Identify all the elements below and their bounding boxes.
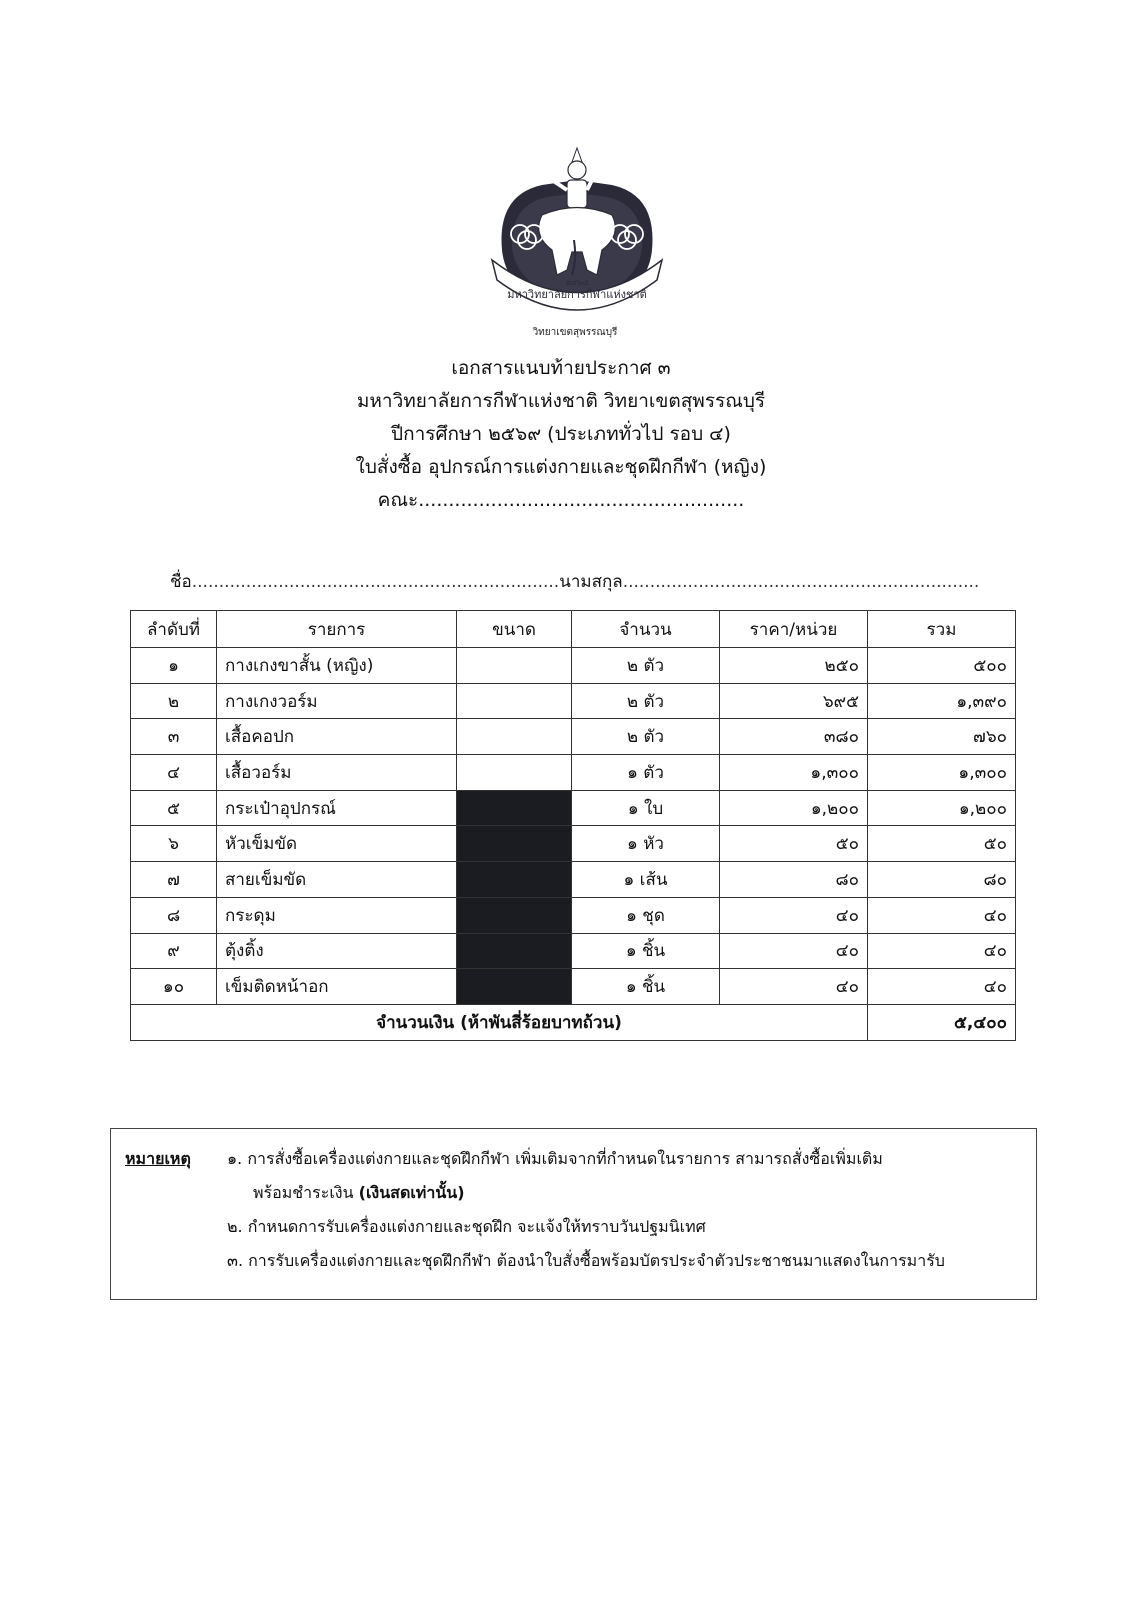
row-qty: ๒ ตัว	[572, 683, 720, 719]
row-price: ๔๐	[720, 897, 868, 933]
row-total: ๕๐	[868, 826, 1016, 862]
col-header-item: รายการ	[217, 611, 457, 648]
note-1-pay: พร้อมชำระเงิน	[253, 1183, 354, 1202]
row-total: ๘๐	[868, 862, 1016, 898]
table-row	[131, 862, 1016, 898]
row-no: ๙	[131, 933, 217, 969]
heading-line-5: คณะ......................................................	[377, 489, 745, 511]
row-size[interactable]	[457, 683, 572, 719]
row-price: ๖๙๕	[720, 683, 868, 719]
note-1-cont	[253, 1181, 465, 1206]
row-no: ๗	[131, 862, 217, 898]
col-header-total: รวม	[868, 611, 1016, 648]
row-item: กระดุม	[217, 897, 457, 933]
row-total: ๔๐	[868, 933, 1016, 969]
row-price: ๒๕๐	[720, 648, 868, 684]
col-header-no: ลำดับที่	[131, 611, 217, 648]
row-total: ๗๖๐	[868, 719, 1016, 755]
name-label: ชื่อ	[170, 572, 192, 592]
row-qty: ๑ ชิ้น	[572, 969, 720, 1005]
row-item: ตุ้งติ้ง	[217, 933, 457, 969]
row-qty: ๒ ตัว	[572, 719, 720, 755]
table-row	[131, 933, 1016, 969]
table-row	[131, 790, 1016, 826]
heading-line-1: เอกสารแนบท้ายประกาศ ๓	[451, 357, 671, 379]
total-row	[131, 1004, 1016, 1040]
total-label: จำนวนเงิน (ห้าพันสี่ร้อยบาทถ้วน)	[131, 1004, 868, 1040]
note-2: ๒. กำหนดการรับเครื่องแต่งกายและชุดฝึก จะแจ้งให้ทราบวันปฐมนิเทศ	[227, 1217, 706, 1236]
row-no: ๒	[131, 683, 217, 719]
row-size-blocked	[457, 969, 572, 1005]
row-price: ๔๐	[720, 933, 868, 969]
order-table	[130, 610, 1016, 1041]
row-item: กระเป๋าอุปกรณ์	[217, 790, 457, 826]
row-size[interactable]	[457, 648, 572, 684]
heading-line-2: มหาวิทยาลัยการกีฬาแห่งชาติ วิทยาเขตสุพรรณบุรี	[356, 390, 766, 412]
heading-line-4: ใบสั่งซื้อ อุปกรณ์การแต่งกายและชุดฝึกกีฬา (หญิง)	[355, 456, 767, 478]
row-qty: ๑ ตัว	[572, 755, 720, 791]
row-item: กางเกงขาสั้น (หญิง)	[217, 648, 457, 684]
row-no: ๑	[131, 648, 217, 684]
row-qty: ๑ ใบ	[572, 790, 720, 826]
row-price: ๑,๓๐๐	[720, 755, 868, 791]
col-header-size: ขนาด	[457, 611, 572, 648]
row-no: ๑๐	[131, 969, 217, 1005]
row-item: กางเกงวอร์ม	[217, 683, 457, 719]
surname-label: นามสกุล	[559, 572, 623, 592]
row-price: ๔๐	[720, 969, 868, 1005]
row-size-blocked	[457, 826, 572, 862]
row-no: ๕	[131, 790, 217, 826]
table-row	[131, 826, 1016, 862]
row-item: หัวเข็มขัด	[217, 826, 457, 862]
row-total: ๑,๒๐๐	[868, 790, 1016, 826]
row-price: ๕๐	[720, 826, 868, 862]
table-row	[131, 897, 1016, 933]
row-size-blocked	[457, 862, 572, 898]
row-qty: ๑ ชิ้น	[572, 933, 720, 969]
name-line	[170, 568, 979, 595]
row-no: ๘	[131, 897, 217, 933]
notes-box	[110, 1128, 1037, 1300]
row-total: ๑,๓๐๐	[868, 755, 1016, 791]
row-qty: ๑ เส้น	[572, 862, 720, 898]
row-no: ๖	[131, 826, 217, 862]
row-qty: ๒ ตัว	[572, 648, 720, 684]
col-header-price: ราคา/หน่วย	[720, 611, 868, 648]
row-total: ๕๐๐	[868, 648, 1016, 684]
row-item: เสื้อวอร์ม	[217, 755, 457, 791]
row-price: ๘๐	[720, 862, 868, 898]
col-header-qty: จำนวน	[572, 611, 720, 648]
row-qty: ๑ หัว	[572, 826, 720, 862]
row-size-blocked	[457, 933, 572, 969]
table-row	[131, 755, 1016, 791]
row-total: ๔๐	[868, 969, 1016, 1005]
row-no: ๔	[131, 755, 217, 791]
heading-line-3: ปีการศึกษา ๒๕๖๙ (ประเภททั่วไป รอบ ๔)	[391, 423, 731, 445]
note-1: ๑. การสั่งซื้อเครื่องแต่งกายและชุดฝึกกีฬา เพิ่มเติมจากที่กำหนดในรายการ สามารถสั่งซื้อเพิ่มเติม	[227, 1149, 883, 1168]
row-size-blocked	[457, 897, 572, 933]
row-no: ๓	[131, 719, 217, 755]
row-item: เข็มติดหน้าอก	[217, 969, 457, 1005]
table-row	[131, 719, 1016, 755]
row-size[interactable]	[457, 719, 572, 755]
name-field[interactable]: ....................................................................	[191, 572, 560, 592]
note-1-cash-only: (เงินสดเท่านั้น)	[358, 1183, 465, 1202]
table-row	[131, 969, 1016, 1005]
row-size-blocked	[457, 790, 572, 826]
row-total: ๔๐	[868, 897, 1016, 933]
logo-ring-text: มหาวิทยาลัยการกีฬาแห่งชาติ	[507, 288, 647, 301]
row-qty: ๑ ชุด	[572, 897, 720, 933]
notes-title: หมายเหตุ	[125, 1149, 191, 1168]
table-header-row	[131, 611, 1016, 648]
row-item: เสื้อคอปก	[217, 719, 457, 755]
logo-caption: วิทยาเขตสุพรรณบุรี	[532, 327, 618, 338]
row-price: ๑,๒๐๐	[720, 790, 868, 826]
total-value: ๕,๔๐๐	[868, 1004, 1016, 1040]
row-total: ๑,๓๙๐	[868, 683, 1016, 719]
surname-field[interactable]: ..................................................................	[622, 572, 980, 592]
note-3: ๓. การรับเครื่องแต่งกายและชุดฝึกกีฬา ต้องนำใบสั่งซื้อพร้อมบัตรประจำตัวประชาชนมาแสดงในการมารับ	[227, 1251, 945, 1270]
row-price: ๓๘๐	[720, 719, 868, 755]
row-item: สายเข็มขัด	[217, 862, 457, 898]
table-row	[131, 683, 1016, 719]
logo-motto: ๒๕๖๘	[565, 278, 589, 287]
row-size[interactable]	[457, 755, 572, 791]
university-logo	[482, 140, 672, 340]
table-row	[131, 648, 1016, 684]
